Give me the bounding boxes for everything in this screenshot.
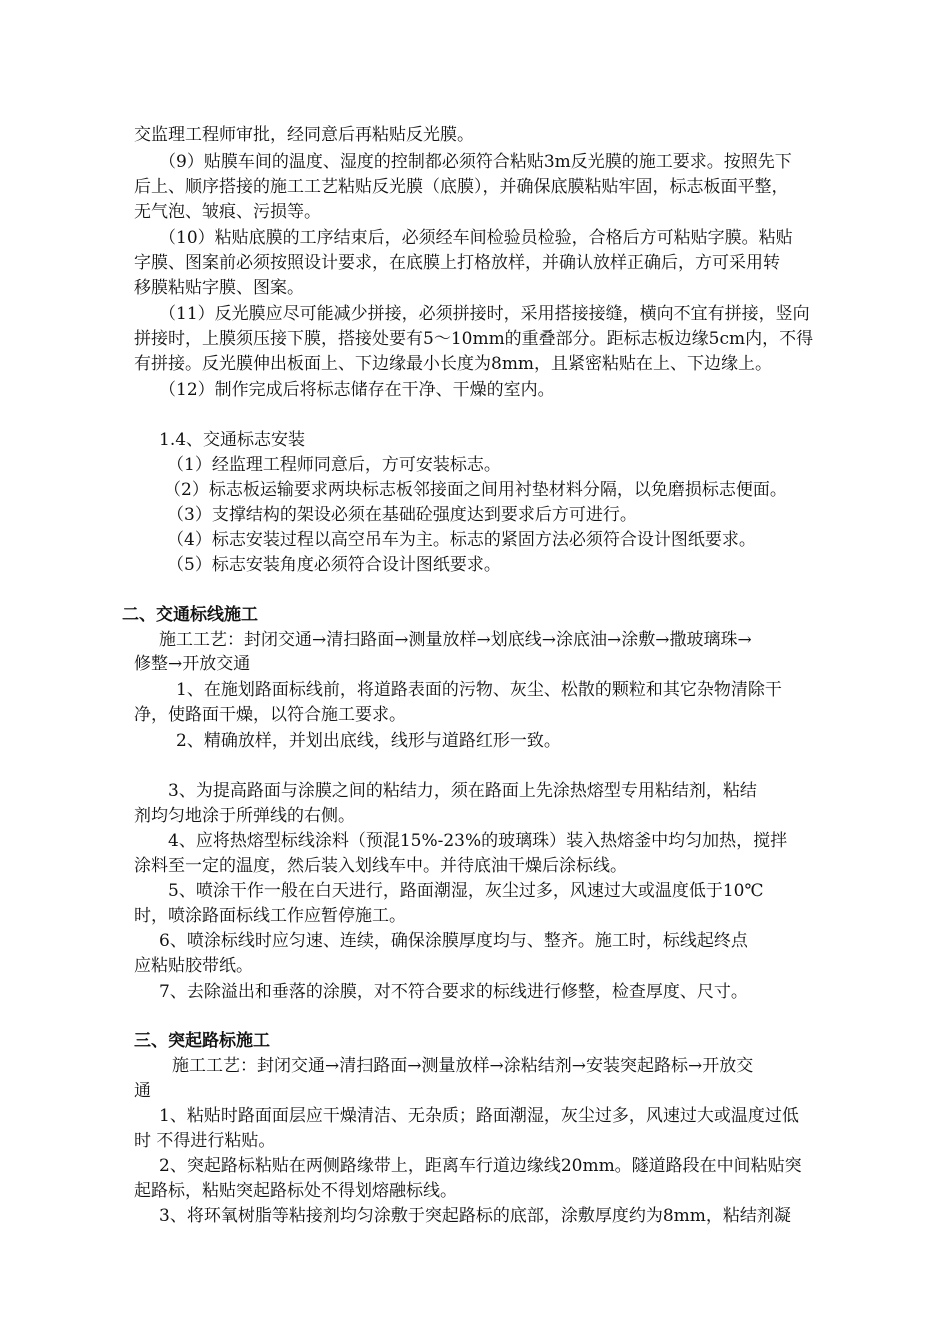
paragraph-line: 拼接时，上膜须压接下膜，搭接处要有5～10mm的重叠部分。距标志板边缘5cm内，不得 — [134, 329, 814, 349]
paragraph-line: 交监理工程师审批，经同意后再粘贴反光膜。 — [134, 125, 474, 145]
list-item: （4）标志安装过程以高空吊车为主。标志的紧固方法必须符合设计图纸要求。 — [167, 530, 756, 550]
paragraph-line: （10）粘贴底膜的工序结束后，必须经车间检验员检验，合格后方可粘贴字膜。粘贴 — [159, 228, 793, 248]
paragraph-line: 5、喷涂干作一般在白天进行，路面潮湿，灰尘过多，风速过大或温度低于10℃ — [168, 881, 764, 901]
paragraph-line: 移膜粘贴字膜、图案。 — [134, 278, 304, 298]
paragraph-line: 无气泡、皱痕、污损等。 — [134, 202, 321, 222]
list-item: （2）标志板运输要求两块标志板邻接面之间用衬垫材料分隔，以免磨损标志便面。 — [164, 480, 787, 500]
paragraph-line: 4、应将热熔型标线涂料（预混15%-23%的玻璃珠）装入热熔釜中均匀加热，搅拌 — [168, 831, 788, 851]
subsection-heading: 1.4、交通标志安装 — [159, 430, 306, 450]
paragraph-line: 1、粘贴时路面面层应干燥清洁、无杂质；路面潮湿，灰尘过多，风速过大或温度过低 — [159, 1106, 799, 1126]
paragraph-line: 通 — [134, 1081, 151, 1101]
paragraph-line: 施工工艺：封闭交通→清扫路面→测量放样→涂粘结剂→安装突起路标→开放交 — [172, 1056, 754, 1076]
paragraph-line: 起路标，粘贴突起路标处不得划熔融标线。 — [134, 1181, 457, 1201]
paragraph-line: 时，喷涂路面标线工作应暂停施工。 — [134, 906, 406, 926]
paragraph-line: 施工工艺：封闭交通→清扫路面→测量放样→划底线→涂底油→涂敷→撒玻璃珠→ — [159, 630, 752, 650]
paragraph-line: 净，使路面干燥，以符合施工要求。 — [134, 705, 406, 725]
paragraph-line: 1、在施划路面标线前，将道路表面的污物、灰尘、松散的颗粒和其它杂物清除干 — [176, 680, 782, 700]
section-heading: 二、交通标线施工 — [122, 605, 258, 625]
section-heading: 三、突起路标施工 — [134, 1031, 270, 1051]
paragraph-line: （9）贴膜车间的温度、湿度的控制都必须符合粘贴3m反光膜的施工要求。按照先下 — [159, 152, 792, 172]
paragraph-line: 时 不得进行粘贴。 — [134, 1131, 276, 1151]
paragraph-line: 修整→开放交通 — [134, 654, 251, 674]
paragraph-line: 有拼接。反光膜伸出板面上、下边缘最小长度为8mm，且紧密粘贴在上、下边缘上。 — [134, 354, 773, 374]
paragraph-line: （12）制作完成后将标志储存在干净、干燥的室内。 — [159, 380, 555, 400]
paragraph-line: 字膜、图案前必须按照设计要求，在底膜上打格放样，并确认放样正确后，方可采用转 — [134, 253, 780, 273]
paragraph-line: （11）反光膜应尽可能减少拼接，必须拼接时，采用搭接接缝，横向不宜有拼接，竖向 — [159, 304, 810, 324]
paragraph-line: 7、去除溢出和垂落的涂膜，对不符合要求的标线进行修整，检查厚度、尺寸。 — [159, 982, 748, 1002]
paragraph-line: 3、将环氧树脂等粘接剂均匀涂敷于突起路标的底部，涂敷厚度约为8mm，粘结剂凝 — [159, 1206, 791, 1226]
paragraph-line: 2、突起路标粘贴在两侧路缘带上，距离车行道边缘线20mm。隧道路段在中间粘贴突 — [159, 1156, 802, 1176]
paragraph-line: 2、精确放样，并划出底线，线形与道路红形一致。 — [176, 731, 561, 751]
paragraph-line: 应粘贴胶带纸。 — [134, 956, 253, 976]
paragraph-line: 后上、顺序搭接的施工工艺粘贴反光膜（底膜），并确保底膜粘贴牢固，标志板面平整， — [134, 177, 789, 197]
paragraph-line: 3、为提高路面与涂膜之间的粘结力，须在路面上先涂热熔型专用粘结剂，粘结 — [168, 781, 757, 801]
list-item: （5）标志安装角度必须符合设计图纸要求。 — [167, 555, 501, 575]
paragraph-line: 6、喷涂标线时应匀速、连续，确保涂膜厚度均与、整齐。施工时，标线起终点 — [159, 931, 748, 951]
paragraph-line: 剂均匀地涂于所弹线的右侧。 — [134, 806, 355, 826]
list-item: （1）经监理工程师同意后，方可安装标志。 — [167, 455, 501, 475]
list-item: （3）支撑结构的架设必须在基础砼强度达到要求后方可进行。 — [167, 505, 637, 525]
paragraph-line: 涂料至一定的温度，然后装入划线车中。并待底油干燥后涂标线。 — [134, 856, 627, 876]
